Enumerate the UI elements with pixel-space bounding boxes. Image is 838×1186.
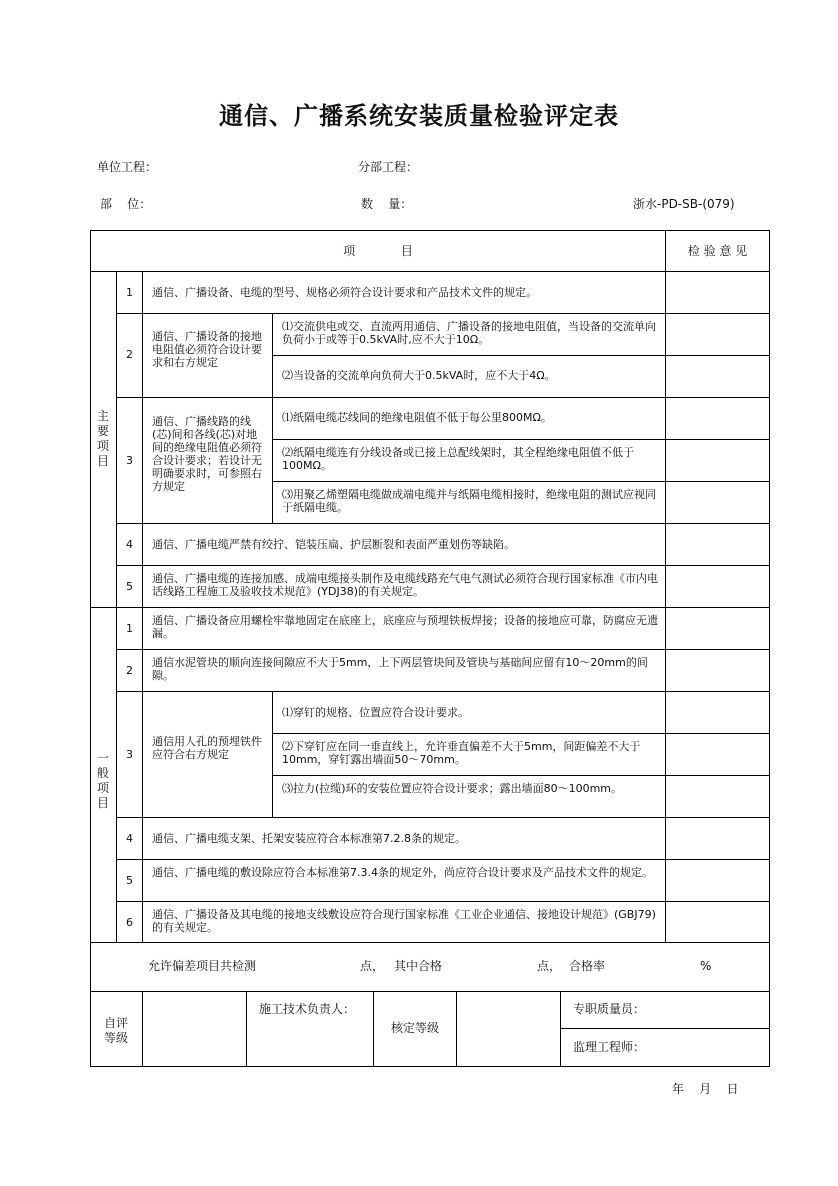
tolerance-percent: % — [700, 959, 712, 973]
general-row-4-text: 通信、广播电缆支架、托架安装应符合本标准第7.2.8条的规定。 — [152, 832, 466, 845]
self-eval-label: 自评等级 — [103, 1016, 128, 1045]
main-row-4-no: 4 — [126, 538, 133, 551]
main-row-1-no: 1 — [126, 286, 133, 299]
general-row-5-no: 5 — [126, 874, 133, 887]
general-row-3-sub-1: ⑴穿钉的规格、位置应符合设计要求。 — [282, 706, 469, 719]
main-row-2-sub-1: ⑴交流供电或交、直流两用通信、广播设备的接地电阻值，当设备的交流单向负荷小于或等于0.5kVA时,应不大于10Ω。 — [282, 320, 656, 346]
general-items-section-label: 一般项目 — [96, 751, 109, 810]
unit-project-label: 单位工程： — [97, 160, 158, 174]
quality-officer-label: 专职质量员： — [573, 1002, 646, 1016]
general-row-3-label: 通信用人孔的预埋铁件应符合右方规定 — [152, 735, 262, 761]
general-row-2-no: 2 — [126, 664, 133, 677]
form-code: 浙水-PD-SB-(079) — [633, 197, 735, 211]
general-row-4-no: 4 — [126, 832, 133, 845]
verify-grade-label: 核定等级 — [390, 1021, 439, 1035]
main-row-2-label: 通信、广播设备的接地电阻值必须符合设计要求和右方规定 — [152, 330, 262, 369]
main-row-5-no: 5 — [126, 580, 133, 593]
general-row-3-no: 3 — [126, 748, 133, 761]
general-row-2-text: 通信水泥管块的顺向连接间隙应不大于5mm，上下两层管块间及管块与基础间应留有10～20mm的间隙。 — [152, 656, 648, 682]
general-row-6-no: 6 — [126, 916, 133, 929]
main-row-2-no: 2 — [126, 348, 133, 361]
tolerance-point-2: 点， — [537, 959, 562, 973]
general-row-6-text: 通信、广播设备及其电缆的接地支线敷设应符合现行国家标准《工业企业通信、接地设计规范》(GBJ79)的有关规定。 — [152, 908, 656, 934]
general-row-1-text: 通信、广播设备应用螺栓牢靠地固定在底座上，底座应与预埋铁板焊接；设备的接地应可靠，防腐应无遗漏。 — [152, 614, 658, 640]
main-row-5-text: 通信、广播电缆的连接加感、成端电缆接头制作及电缆线路充气电气测试必须符合现行国家标准《市内电话线路工程施工及验收技术规范》(YDJ38)的有关规定。 — [152, 572, 658, 598]
header-opinion: 检 验 意 见 — [687, 244, 748, 258]
sub-project-label: 分部工程： — [358, 160, 419, 174]
main-row-4-text: 通信、广播电缆严禁有绞拧、铠装压扁、护层断裂和表面严重划伤等缺陷。 — [152, 538, 515, 551]
main-row-2-sub-2: ⑵当设备的交流单向负荷大于0.5kVA时，应不大于4Ω。 — [282, 369, 556, 382]
general-row-3-sub-3: ⑶拉力(拉缆)环的安装位置应符合设计要求；露出墙面80～100mm。 — [282, 782, 623, 795]
date-label: 年 月 日 — [672, 1082, 739, 1096]
general-row-5-text: 通信、广播电缆的敷设除应符合本标准第7.3.4条的规定外，尚应符合设计要求及产品技术文件的规定。 — [152, 866, 653, 879]
supervisor-label: 监理工程师： — [573, 1040, 646, 1054]
tolerance-rate: 合格率 — [569, 959, 606, 973]
header-item: 项 目 — [343, 244, 413, 258]
main-row-3-sub-3: ⑶用聚乙烯塑隔电缆做成端电缆并与纸隔电缆相接时，绝缘电阻的测试应视同于纸隔电缆。 — [282, 488, 656, 514]
main-row-3-sub-1: ⑴纸隔电缆芯线间的绝缘电阻值不低于每公里800MΩ。 — [282, 411, 552, 424]
quantity-label: 数 量： — [361, 197, 413, 211]
main-row-3-no: 3 — [126, 454, 133, 467]
general-row-3-sub-2: ⑵下穿钉应在同一垂直线上，允许垂直偏差不大于5mm，间距偏差不大于10mm，穿钉露出墙面50～70mm。 — [282, 740, 641, 766]
tolerance-point-1: 点， — [360, 959, 385, 973]
tolerance-prefix: 允许偏差项目共检测 — [148, 959, 257, 973]
general-row-1-no: 1 — [126, 622, 133, 635]
tech-lead-label: 施工技术负责人： — [259, 1002, 356, 1016]
main-row-3-label: 通信、广播线路的线(芯)间和各线(芯)对地间的绝缘电阻值必须符合设计要求；若设计无明确要求时，可参照右方规定 — [152, 415, 262, 493]
main-row-3-sub-2: ⑵纸隔电缆连有分线设备或已接上总配线架时，其全程绝缘电阻值不低于100MΩ。 — [282, 446, 634, 472]
main-row-1-text: 通信、广播设备、电缆的型号、规格必须符合设计要求和产品技术文件的规定。 — [152, 286, 537, 299]
tolerance-qualified: 其中合格 — [394, 959, 443, 973]
page-title: 通信、广播系统安装质量检验评定表 — [219, 102, 619, 130]
main-items-section-label: 主要项目 — [96, 409, 109, 468]
location-label: 部 位： — [100, 197, 152, 211]
